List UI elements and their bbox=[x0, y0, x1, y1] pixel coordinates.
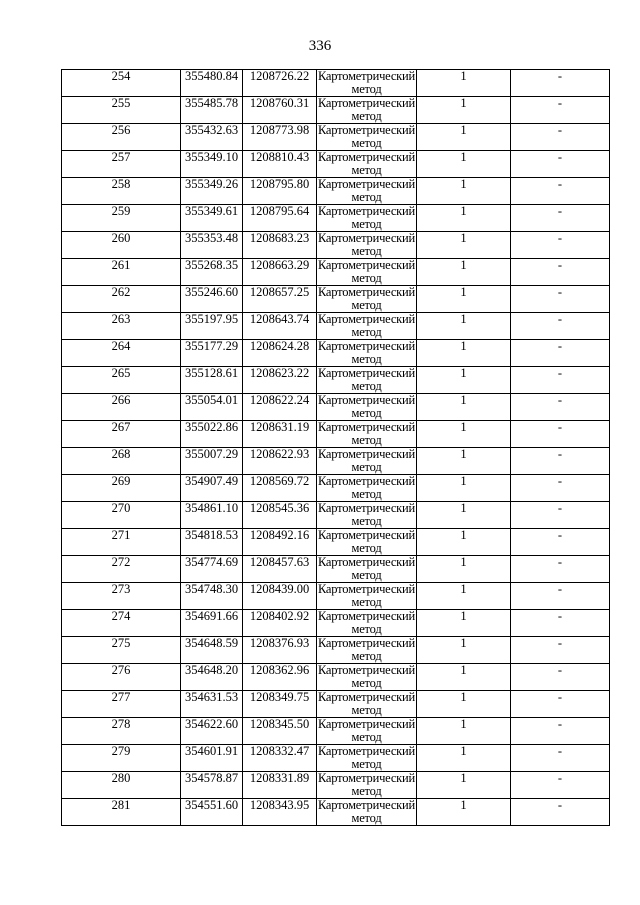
description-cell: - bbox=[511, 205, 610, 232]
x-coordinate-cell: 354631.53 bbox=[181, 691, 243, 718]
y-coordinate-cell: 1208569.72 bbox=[243, 475, 317, 502]
y-coordinate-cell: 1208332.47 bbox=[243, 745, 317, 772]
description-cell: - bbox=[511, 340, 610, 367]
accuracy-cell: 1 bbox=[417, 583, 511, 610]
accuracy-cell: 1 bbox=[417, 286, 511, 313]
y-coordinate-cell: 1208545.36 bbox=[243, 502, 317, 529]
method-cell: Картометрический метод bbox=[317, 366, 416, 393]
point-number-cell: 263 bbox=[62, 313, 181, 340]
method-cell: Картометрический метод bbox=[317, 636, 416, 663]
table-row bbox=[62, 178, 610, 205]
method-cell: Картометрический метод bbox=[317, 690, 416, 717]
method-cell: Картометрический метод bbox=[317, 663, 416, 690]
description-cell: - bbox=[511, 691, 610, 718]
y-coordinate-cell: 1208631.19 bbox=[243, 421, 317, 448]
point-number-cell: 277 bbox=[62, 691, 181, 718]
x-coordinate-cell: 355022.86 bbox=[181, 421, 243, 448]
accuracy-cell: 1 bbox=[417, 151, 511, 178]
y-coordinate-cell: 1208622.24 bbox=[243, 394, 317, 421]
method-cell: Картометрический метод bbox=[317, 717, 416, 744]
accuracy-cell: 1 bbox=[417, 340, 511, 367]
x-coordinate-cell: 355246.60 bbox=[181, 286, 243, 313]
table-row bbox=[62, 583, 610, 610]
x-coordinate-cell: 354578.87 bbox=[181, 772, 243, 799]
x-coordinate-cell: 355432.63 bbox=[181, 124, 243, 151]
table-row bbox=[62, 151, 610, 178]
x-coordinate-cell: 354601.91 bbox=[181, 745, 243, 772]
method-cell: Картометрический метод bbox=[317, 69, 416, 96]
x-coordinate-cell: 355128.61 bbox=[181, 367, 243, 394]
y-coordinate-cell: 1208726.22 bbox=[243, 70, 317, 97]
point-number-cell: 275 bbox=[62, 637, 181, 664]
point-number-cell: 271 bbox=[62, 529, 181, 556]
method-cell: Картометрический метод bbox=[317, 798, 416, 825]
description-cell: - bbox=[511, 124, 610, 151]
description-cell: - bbox=[511, 718, 610, 745]
point-number-cell: 280 bbox=[62, 772, 181, 799]
table-row bbox=[62, 367, 610, 394]
y-coordinate-cell: 1208492.16 bbox=[243, 529, 317, 556]
point-number-cell: 254 bbox=[62, 70, 181, 97]
description-cell: - bbox=[511, 610, 610, 637]
description-cell: - bbox=[511, 97, 610, 124]
table-row bbox=[62, 421, 610, 448]
x-coordinate-cell: 354748.30 bbox=[181, 583, 243, 610]
x-coordinate-cell: 355349.61 bbox=[181, 205, 243, 232]
table-row bbox=[62, 70, 610, 97]
point-number-cell: 267 bbox=[62, 421, 181, 448]
y-coordinate-cell: 1208362.96 bbox=[243, 664, 317, 691]
description-cell: - bbox=[511, 475, 610, 502]
table-row bbox=[62, 772, 610, 799]
table-row bbox=[62, 475, 610, 502]
table-row bbox=[62, 313, 610, 340]
y-coordinate-cell: 1208345.50 bbox=[243, 718, 317, 745]
description-cell: - bbox=[511, 259, 610, 286]
method-cell: Картометрический метод bbox=[317, 582, 416, 609]
description-cell: - bbox=[511, 745, 610, 772]
x-coordinate-cell: 355353.48 bbox=[181, 232, 243, 259]
description-cell: - bbox=[511, 583, 610, 610]
y-coordinate-cell: 1208760.31 bbox=[243, 97, 317, 124]
accuracy-cell: 1 bbox=[417, 502, 511, 529]
method-cell: Картометрический метод bbox=[317, 501, 416, 528]
point-number-cell: 272 bbox=[62, 556, 181, 583]
point-number-cell: 268 bbox=[62, 448, 181, 475]
y-coordinate-cell: 1208349.75 bbox=[243, 691, 317, 718]
x-coordinate-cell: 355007.29 bbox=[181, 448, 243, 475]
accuracy-cell: 1 bbox=[417, 529, 511, 556]
y-coordinate-cell: 1208331.89 bbox=[243, 772, 317, 799]
description-cell: - bbox=[511, 178, 610, 205]
description-cell: - bbox=[511, 664, 610, 691]
method-cell: Картометрический метод bbox=[317, 96, 416, 123]
method-cell: Картометрический метод bbox=[317, 285, 416, 312]
y-coordinate-cell: 1208376.93 bbox=[243, 637, 317, 664]
description-cell: - bbox=[511, 151, 610, 178]
table-row bbox=[62, 529, 610, 556]
table-row bbox=[62, 124, 610, 151]
table-row bbox=[62, 556, 610, 583]
accuracy-cell: 1 bbox=[417, 556, 511, 583]
table-row bbox=[62, 394, 610, 421]
table-row bbox=[62, 718, 610, 745]
coordinates-table-body bbox=[62, 70, 610, 826]
method-cell: Картометрический метод bbox=[317, 474, 416, 501]
point-number-cell: 262 bbox=[62, 286, 181, 313]
point-number-cell: 256 bbox=[62, 124, 181, 151]
description-cell: - bbox=[511, 313, 610, 340]
description-cell: - bbox=[511, 556, 610, 583]
x-coordinate-cell: 354648.59 bbox=[181, 637, 243, 664]
table-row bbox=[62, 232, 610, 259]
point-number-cell: 276 bbox=[62, 664, 181, 691]
description-cell: - bbox=[511, 502, 610, 529]
accuracy-cell: 1 bbox=[417, 664, 511, 691]
x-coordinate-cell: 355480.84 bbox=[181, 70, 243, 97]
accuracy-cell: 1 bbox=[417, 475, 511, 502]
method-cell: Картометрический метод bbox=[317, 123, 416, 150]
point-number-cell: 270 bbox=[62, 502, 181, 529]
x-coordinate-cell: 355485.78 bbox=[181, 97, 243, 124]
accuracy-cell: 1 bbox=[417, 745, 511, 772]
description-cell: - bbox=[511, 799, 610, 826]
y-coordinate-cell: 1208623.22 bbox=[243, 367, 317, 394]
accuracy-cell: 1 bbox=[417, 637, 511, 664]
point-number-cell: 273 bbox=[62, 583, 181, 610]
point-number-cell: 274 bbox=[62, 610, 181, 637]
point-number-cell: 266 bbox=[62, 394, 181, 421]
x-coordinate-cell: 354551.60 bbox=[181, 799, 243, 826]
point-number-cell: 258 bbox=[62, 178, 181, 205]
description-cell: - bbox=[511, 772, 610, 799]
accuracy-cell: 1 bbox=[417, 448, 511, 475]
accuracy-cell: 1 bbox=[417, 70, 511, 97]
method-cell: Картометрический метод bbox=[317, 312, 416, 339]
description-cell: - bbox=[511, 448, 610, 475]
y-coordinate-cell: 1208663.29 bbox=[243, 259, 317, 286]
point-number-cell: 260 bbox=[62, 232, 181, 259]
x-coordinate-cell: 355349.26 bbox=[181, 178, 243, 205]
accuracy-cell: 1 bbox=[417, 259, 511, 286]
method-cell: Картометрический метод bbox=[317, 420, 416, 447]
y-coordinate-cell: 1208457.63 bbox=[243, 556, 317, 583]
point-number-cell: 255 bbox=[62, 97, 181, 124]
point-number-cell: 281 bbox=[62, 799, 181, 826]
table-row bbox=[62, 691, 610, 718]
page-number: 336 bbox=[308, 38, 332, 54]
table-row bbox=[62, 664, 610, 691]
table-row bbox=[62, 97, 610, 124]
accuracy-cell: 1 bbox=[417, 718, 511, 745]
point-number-cell: 278 bbox=[62, 718, 181, 745]
x-coordinate-cell: 354774.69 bbox=[181, 556, 243, 583]
coordinates-table bbox=[61, 69, 610, 826]
method-cell: Картометрический метод bbox=[317, 609, 416, 636]
x-coordinate-cell: 355197.95 bbox=[181, 313, 243, 340]
description-cell: - bbox=[511, 232, 610, 259]
accuracy-cell: 1 bbox=[417, 124, 511, 151]
method-cell: Картометрический метод bbox=[317, 177, 416, 204]
x-coordinate-cell: 354648.20 bbox=[181, 664, 243, 691]
method-cell: Картометрический метод bbox=[317, 447, 416, 474]
y-coordinate-cell: 1208810.43 bbox=[243, 151, 317, 178]
x-coordinate-cell: 354818.53 bbox=[181, 529, 243, 556]
method-cell: Картометрический метод bbox=[317, 555, 416, 582]
method-cell: Картометрический метод bbox=[317, 771, 416, 798]
y-coordinate-cell: 1208439.00 bbox=[243, 583, 317, 610]
x-coordinate-cell: 355268.35 bbox=[181, 259, 243, 286]
y-coordinate-cell: 1208643.74 bbox=[243, 313, 317, 340]
method-cell: Картометрический метод bbox=[317, 150, 416, 177]
y-coordinate-cell: 1208657.25 bbox=[243, 286, 317, 313]
table-row bbox=[62, 448, 610, 475]
point-number-cell: 259 bbox=[62, 205, 181, 232]
accuracy-cell: 1 bbox=[417, 97, 511, 124]
accuracy-cell: 1 bbox=[417, 772, 511, 799]
x-coordinate-cell: 354861.10 bbox=[181, 502, 243, 529]
accuracy-cell: 1 bbox=[417, 691, 511, 718]
point-number-cell: 265 bbox=[62, 367, 181, 394]
x-coordinate-cell: 355177.29 bbox=[181, 340, 243, 367]
point-number-cell: 257 bbox=[62, 151, 181, 178]
method-cell: Картометрический метод bbox=[317, 339, 416, 366]
table-row bbox=[62, 259, 610, 286]
accuracy-cell: 1 bbox=[417, 178, 511, 205]
y-coordinate-cell: 1208795.80 bbox=[243, 178, 317, 205]
x-coordinate-cell: 355349.10 bbox=[181, 151, 243, 178]
x-coordinate-cell: 354622.60 bbox=[181, 718, 243, 745]
y-coordinate-cell: 1208622.93 bbox=[243, 448, 317, 475]
accuracy-cell: 1 bbox=[417, 367, 511, 394]
description-cell: - bbox=[511, 394, 610, 421]
table-row bbox=[62, 637, 610, 664]
table-row bbox=[62, 502, 610, 529]
table-row bbox=[62, 799, 610, 826]
method-cell: Картометрический метод bbox=[317, 528, 416, 555]
y-coordinate-cell: 1208683.23 bbox=[243, 232, 317, 259]
method-cell: Картометрический метод bbox=[317, 744, 416, 771]
description-cell: - bbox=[511, 367, 610, 394]
accuracy-cell: 1 bbox=[417, 799, 511, 826]
y-coordinate-cell: 1208343.95 bbox=[243, 799, 317, 826]
description-cell: - bbox=[511, 286, 610, 313]
table-row bbox=[62, 340, 610, 367]
description-cell: - bbox=[511, 637, 610, 664]
method-cell: Картометрический метод bbox=[317, 393, 416, 420]
x-coordinate-cell: 354907.49 bbox=[181, 475, 243, 502]
x-coordinate-cell: 354691.66 bbox=[181, 610, 243, 637]
accuracy-cell: 1 bbox=[417, 394, 511, 421]
x-coordinate-cell: 355054.01 bbox=[181, 394, 243, 421]
y-coordinate-cell: 1208402.92 bbox=[243, 610, 317, 637]
table-row bbox=[62, 286, 610, 313]
method-cell: Картометрический метод bbox=[317, 258, 416, 285]
point-number-cell: 279 bbox=[62, 745, 181, 772]
description-cell: - bbox=[511, 421, 610, 448]
point-number-cell: 269 bbox=[62, 475, 181, 502]
description-cell: - bbox=[511, 529, 610, 556]
accuracy-cell: 1 bbox=[417, 205, 511, 232]
table-row bbox=[62, 610, 610, 637]
point-number-cell: 264 bbox=[62, 340, 181, 367]
method-cell: Картометрический метод bbox=[317, 204, 416, 231]
accuracy-cell: 1 bbox=[417, 421, 511, 448]
y-coordinate-cell: 1208795.64 bbox=[243, 205, 317, 232]
y-coordinate-cell: 1208624.28 bbox=[243, 340, 317, 367]
accuracy-cell: 1 bbox=[417, 232, 511, 259]
accuracy-cell: 1 bbox=[417, 610, 511, 637]
accuracy-cell: 1 bbox=[417, 313, 511, 340]
table-row bbox=[62, 745, 610, 772]
table-row bbox=[62, 205, 610, 232]
description-cell: - bbox=[511, 70, 610, 97]
point-number-cell: 261 bbox=[62, 259, 181, 286]
method-cell: Картометрический метод bbox=[317, 231, 416, 258]
y-coordinate-cell: 1208773.98 bbox=[243, 124, 317, 151]
